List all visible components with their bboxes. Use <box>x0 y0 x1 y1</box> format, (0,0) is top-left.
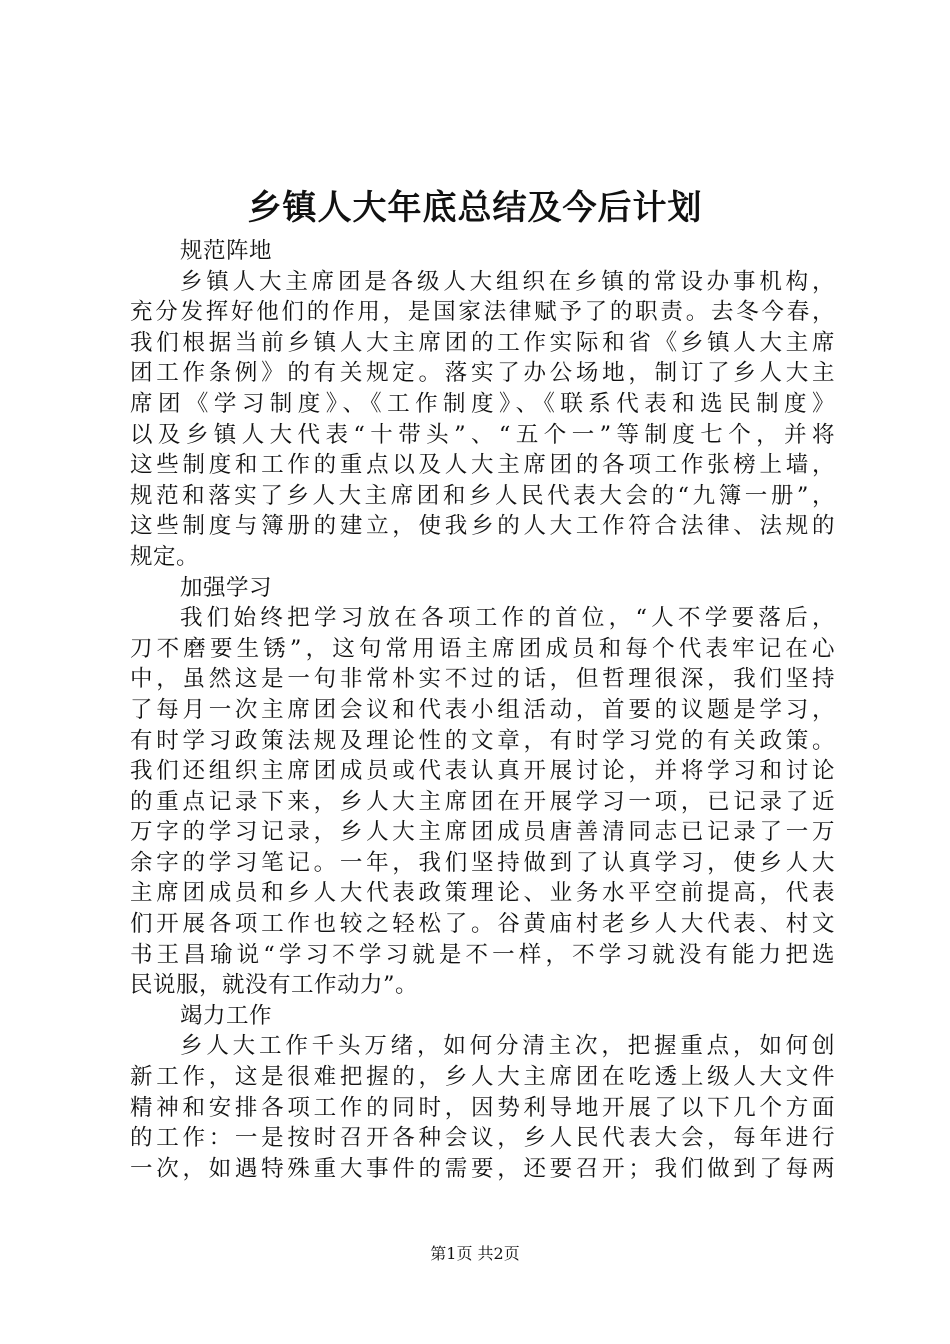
text-line: 有时学习政策法规及理论性的文章，有时学习党的有关政策。 <box>130 727 835 754</box>
text-line: 充分发挥好他们的作用，是国家法律赋予了的职责。去冬今春， <box>130 299 835 326</box>
text-line: 席团《学习制度》、《工作制度》、《联系代表和选民制度》 <box>130 390 835 417</box>
section-heading: 竭力工作 <box>180 1002 273 1029</box>
text-line: 乡人大工作千头万绪，如何分清主次，把握重点，如何创 <box>180 1033 835 1060</box>
text-line: 的工作：一是按时召开各种会议，乡人民代表大会，每年进行 <box>130 1125 835 1152</box>
text-line: 精神和安排各项工作的同时，因势利导地开展了以下几个方面 <box>130 1094 835 1121</box>
text-line: 以及乡镇人大代表“十带头”、“五个一”等制度七个，并将 <box>130 421 835 448</box>
text-line: 这些制度与簿册的建立，使我乡的人大工作符合法律、法规的 <box>130 513 835 540</box>
text-line: 规定。 <box>130 543 200 570</box>
text-line: 了每月一次主席团会议和代表小组活动，首要的议题是学习， <box>130 696 835 723</box>
page-footer: 第1页 共2页 <box>430 1244 520 1263</box>
section-heading: 加强学习 <box>180 574 273 601</box>
text-line: 刀不磨要生锈”，这句常用语主席团成员和每个代表牢记在心 <box>130 635 835 662</box>
text-line: 新工作，这是很难把握的，乡人大主席团在吃透上级人大文件 <box>130 1064 835 1091</box>
text-line: 中，虽然这是一句非常朴实不过的话，但哲理很深，我们坚持 <box>130 666 835 693</box>
text-line: 的重点记录下来，乡人大主席团在开展学习一项，已记录了近 <box>130 788 835 815</box>
document-body <box>130 236 835 1184</box>
text-line: 一次，如遇特殊重大事件的需要，还要召开；我们做到了每两 <box>130 1155 835 1182</box>
text-line: 主席团成员和乡人大代表政策理论、业务水平空前提高，代表 <box>130 880 835 907</box>
text-line: 乡镇人大主席团是各级人大组织在乡镇的常设办事机构， <box>180 268 835 295</box>
document-title: 乡镇人大年底总结及今后计划 <box>247 188 703 228</box>
text-line: 们开展各项工作也较之轻松了。谷黄庙村老乡人大代表、村文 <box>130 911 835 938</box>
text-line: 民说服，就没有工作动力”。 <box>130 972 419 999</box>
section-heading: 规范阵地 <box>180 238 273 264</box>
text-line: 书王昌瑜说“学习不学习就是不一样，不学习就没有能力把选 <box>130 941 835 968</box>
text-line: 团工作条例》的有关规定。落实了办公场地，制订了乡人大主 <box>130 360 835 387</box>
text-line: 这些制度和工作的重点以及人大主席团的各项工作张榜上墙， <box>130 452 835 479</box>
text-line: 我们根据当前乡镇人大主席团的工作实际和省《乡镇人大主席 <box>130 329 835 356</box>
text-line: 我们始终把学习放在各项工作的首位，“人不学要落后， <box>180 605 835 632</box>
text-line: 我们还组织主席团成员或代表认真开展讨论，并将学习和讨论 <box>130 758 835 785</box>
text-line: 万字的学习记录，乡人大主席团成员唐善清同志已记录了一万 <box>130 819 835 846</box>
text-line: 规范和落实了乡人大主席团和乡人民代表大会的“九簿一册”， <box>130 482 835 509</box>
text-line: 余字的学习笔记。一年，我们坚持做到了认真学习，使乡人大 <box>130 849 835 876</box>
